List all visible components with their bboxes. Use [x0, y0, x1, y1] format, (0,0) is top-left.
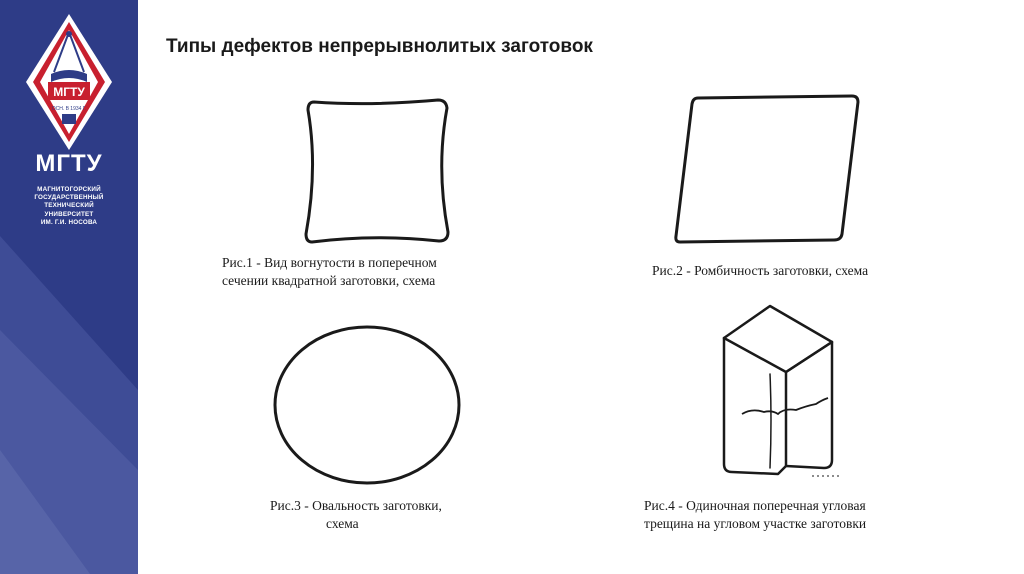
university-name-line: ГОСУДАРСТВЕННЫЙ	[34, 194, 104, 202]
figure-1-caption	[222, 254, 437, 290]
figure-cracked-block	[712, 300, 842, 480]
caption-line: схема	[326, 516, 359, 531]
university-emblem-icon	[24, 12, 114, 152]
university-name-line: МАГНИТОГОРСКИЙ	[37, 186, 101, 193]
caption-line: трещина на угловом участке заготовки	[644, 516, 867, 531]
caption-line: Рис.4 - Одиночная поперечная угловая	[644, 498, 866, 513]
caption-line: Рис.2 - Ромбичность заготовки, схема	[652, 263, 869, 278]
emblem-inner-label: ОСН. В 1934 Г.	[51, 106, 87, 112]
university-logo-text: МГТУ	[35, 150, 103, 177]
figure-3-caption	[270, 497, 442, 533]
figure-concave-square	[300, 96, 460, 248]
figure-rhombus	[672, 92, 864, 244]
sidebar	[0, 0, 138, 574]
emblem-label: МГТУ	[53, 85, 85, 99]
university-name	[0, 186, 138, 227]
university-name-line: ТЕХНИЧЕСКИЙ	[44, 202, 94, 210]
figure-4-caption	[644, 497, 866, 533]
caption-line: Рис.3 - Овальность заготовки,	[270, 498, 442, 513]
caption-line: сечении квадратной заготовки, схема	[222, 273, 436, 288]
figure-oval	[270, 322, 468, 488]
page-title: Типы дефектов непрерывнолитых заготовок	[166, 36, 593, 57]
caption-line: Рис.1 - Вид вогнутости в поперечном	[222, 255, 437, 270]
university-name-line: ИМ. Г.И. НОСОВА	[40, 218, 98, 226]
university-name-line: УНИВЕРСИТЕТ	[44, 210, 94, 218]
figure-2-caption	[652, 262, 868, 280]
